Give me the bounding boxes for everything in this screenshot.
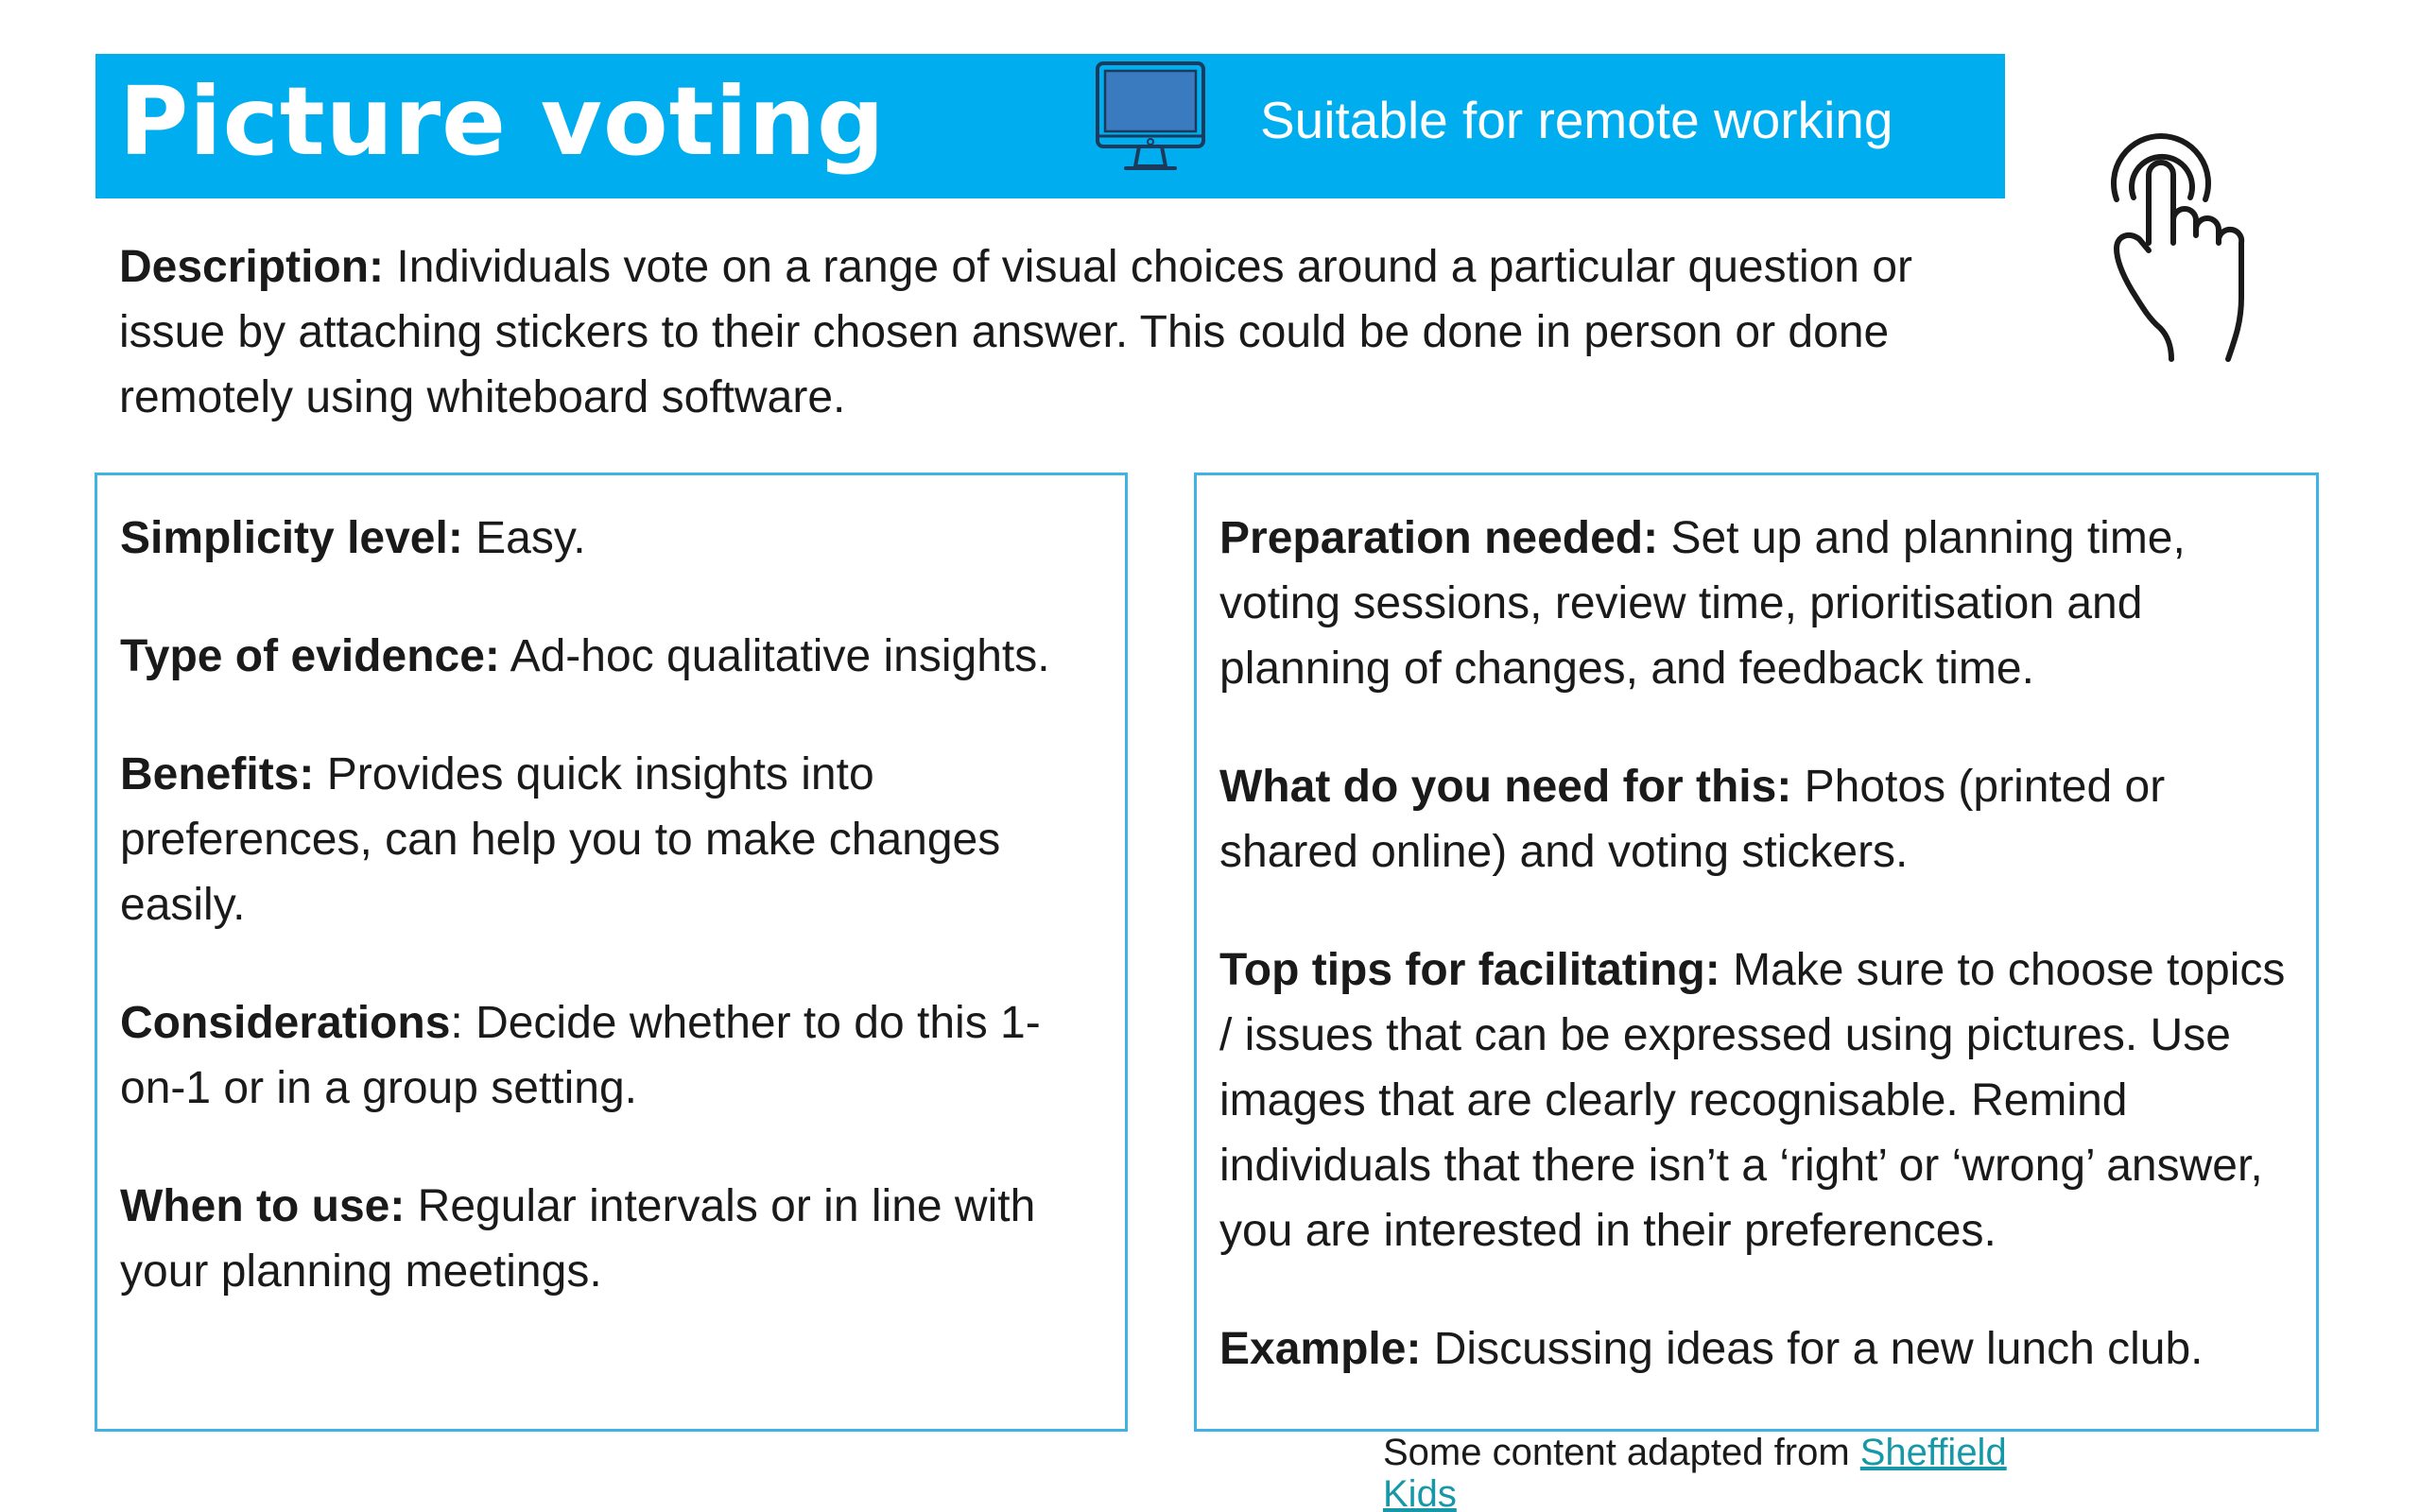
footer-attribution [1383,1432,2083,1512]
description-label: Description: [119,242,385,292]
benefits-text: Provides quick insights into preferences, can help you to make changes easily. [120,749,1001,930]
what-you-need-text: Photos (printed or shared online) and voting stickers. [1219,762,2166,877]
touch-hand-icon [2103,118,2269,369]
description [119,234,2019,430]
simplicity-level-label: Simplicity level: [120,513,463,563]
sheffield-kids-link[interactable]: Sheffield Kids [1383,1432,2007,1512]
remote-working-label: Suitable for remote working [1260,91,1893,149]
computer-monitor-icon [1094,60,1207,179]
what-you-need [1219,754,2291,885]
when-to-use-text: Regular intervals or in line with your planning meetings. [120,1181,1036,1297]
top-tips-text: Make sure to choose topics / issues that can be expressed using pictures. Use images that are clearly recognisable. Remind individuals that there isn’t a ‘right’ or ‘wrong’ answer, you are interested in their preferences. [1219,945,2286,1256]
type-of-evidence-text: Ad-hoc qualitative insights. [499,631,1050,681]
details-box-right [1194,472,2319,1432]
top-tips [1219,937,2291,1263]
simplicity-level-text: Easy. [462,513,586,563]
what-you-need-label: What do you need for this: [1219,762,1792,812]
description-text: Individuals vote on a range of visual choices around a particular question or issue by attaching stickers to their chosen answer. This could be done in person or done remotely using whiteboard software. [119,242,1913,422]
preparation-needed [1219,506,2291,701]
simplicity-level [120,506,1100,571]
example-text: Discussing ideas for a new lunch club. [1421,1324,2204,1374]
page-title: Picture voting [119,66,886,177]
example [1219,1316,2291,1382]
preparation-needed-label: Preparation needed: [1219,513,1659,563]
details-box-left [95,472,1128,1432]
considerations-text: : Decide whether to do this 1-on-1 or in a group setting. [120,998,1041,1113]
preparation-needed-text: Set up and planning time, voting sessions, review time, prioritisation and planning of changes, and feedback time. [1219,513,2186,694]
example-label: Example: [1219,1324,1422,1374]
when-to-use-label: When to use: [120,1181,406,1231]
footer-text: Some content adapted from [1383,1432,1860,1473]
when-to-use [120,1174,1100,1304]
benefits [120,742,1100,937]
considerations [120,990,1100,1121]
type-of-evidence-label: Type of evidence: [120,631,500,681]
type-of-evidence [120,624,1100,689]
considerations-label: Considerations [120,998,451,1048]
top-tips-label: Top tips for facilitating: [1219,945,1720,995]
benefits-label: Benefits: [120,749,315,799]
